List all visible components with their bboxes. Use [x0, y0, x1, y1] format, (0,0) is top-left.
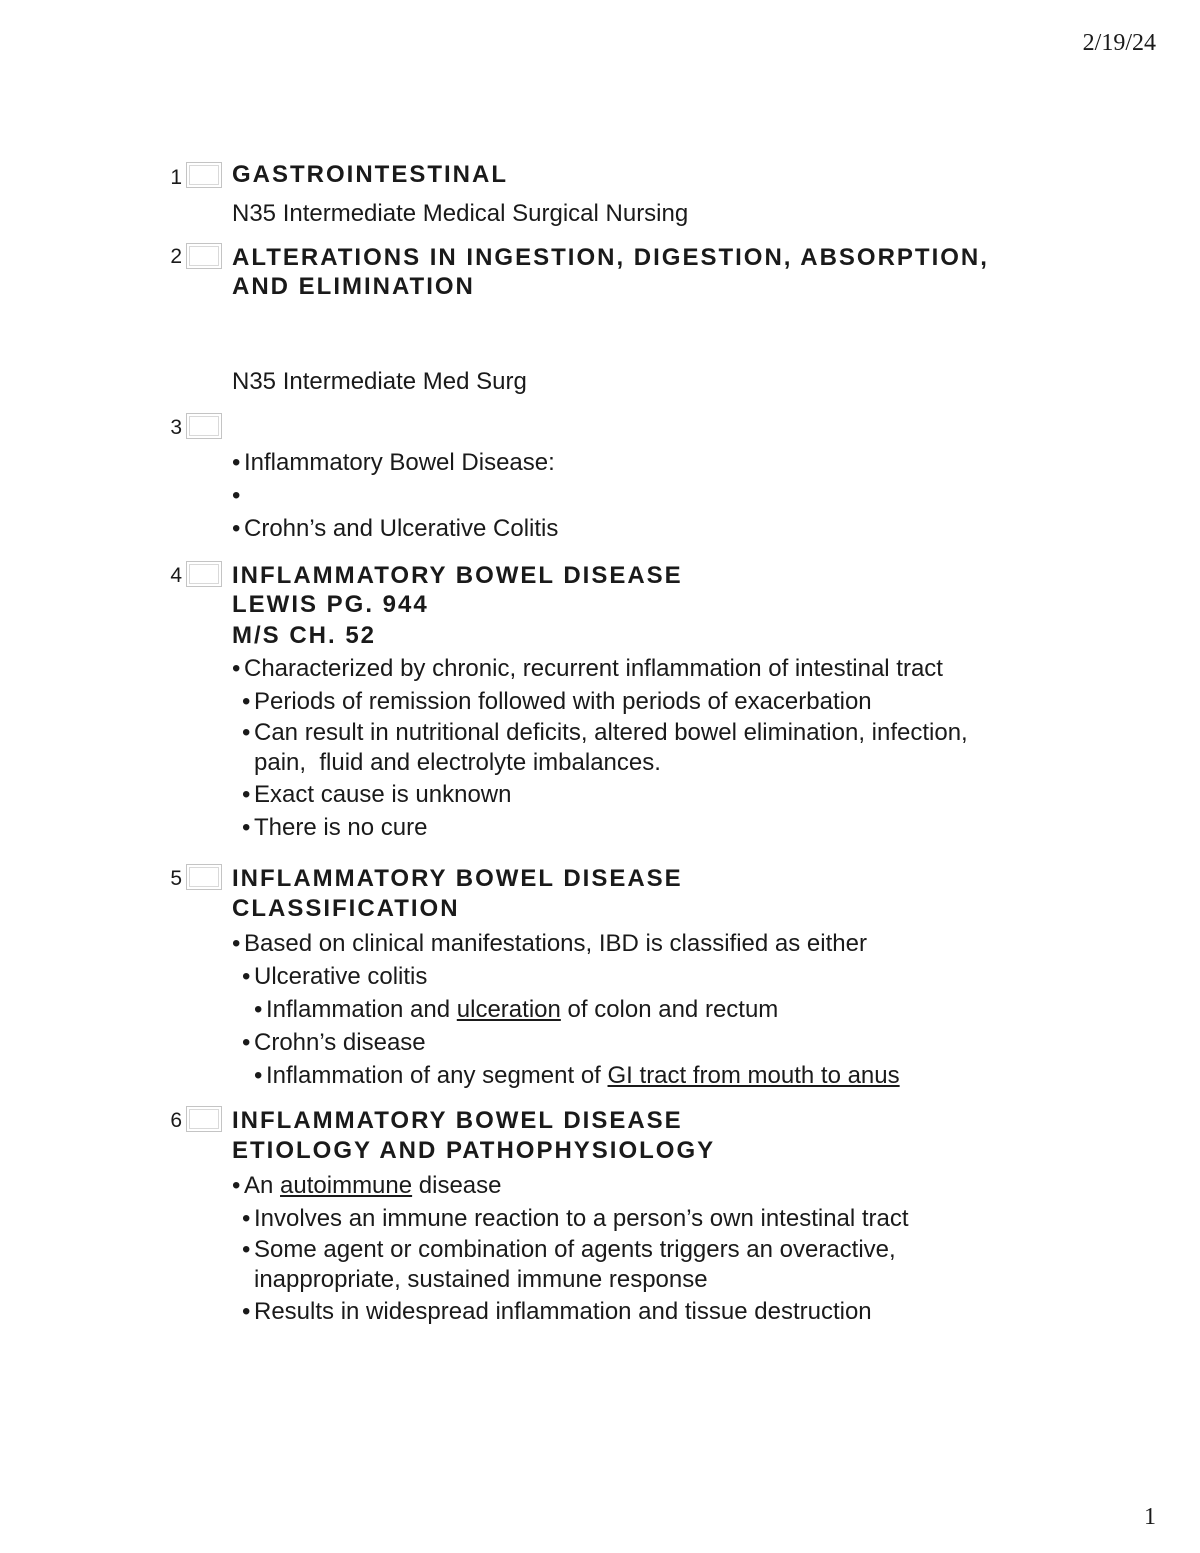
- bullet-item: • Inflammatory Bowel Disease:: [232, 449, 555, 476]
- bullet-item: • Crohn’s and Ulcerative Colitis: [232, 515, 559, 542]
- slide-title-line: LEWIS PG. 944: [232, 591, 429, 618]
- slide-title-line: INFLAMMATORY BOWEL DISEASE: [232, 1107, 683, 1134]
- bullet-item: •: [232, 482, 241, 509]
- slide-title-line: AND ELIMINATION: [232, 273, 475, 300]
- bullet-item: • An autoimmune disease: [232, 1172, 502, 1199]
- bullet-item-continuation: inappropriate, sustained immune response: [254, 1266, 708, 1293]
- bullet-item: • There is no cure: [242, 814, 428, 841]
- page-number: 1: [1144, 1504, 1156, 1530]
- slide-checkbox[interactable]: [186, 243, 222, 269]
- bullet-item: • Can result in nutritional deficits, altered bowel elimination, infection,: [242, 719, 968, 746]
- slide-number: 3: [170, 416, 182, 439]
- bullet-item: • Inflammation and ulceration of colon and rectum: [254, 996, 779, 1023]
- slide-title-line: INFLAMMATORY BOWEL DISEASE: [232, 562, 683, 589]
- bullet-item: • Characterized by chronic, recurrent inflammation of intestinal tract: [232, 655, 943, 682]
- slide-title-line: ALTERATIONS IN INGESTION, DIGESTION, ABSORPTION,: [232, 244, 989, 271]
- slide-checkbox[interactable]: [186, 561, 222, 587]
- bullet-item: • Involves an immune reaction to a person’s own intestinal tract: [242, 1205, 909, 1232]
- slide-title-line: M/S CH. 52: [232, 622, 377, 649]
- bullet-item: • Results in widespread inflammation and tissue destruction: [242, 1298, 872, 1325]
- slide-checkbox[interactable]: [186, 1106, 222, 1132]
- bullet-item: • Inflammation of any segment of GI tract from mouth to anus: [254, 1062, 900, 1089]
- slide-number: 1: [170, 166, 182, 189]
- bullet-item: • Some agent or combination of agents triggers an overactive,: [242, 1236, 896, 1263]
- slide-title-line: INFLAMMATORY BOWEL DISEASE: [232, 865, 683, 892]
- slide-number: 4: [170, 564, 182, 587]
- slide-title: GASTROINTESTINAL: [232, 161, 508, 188]
- slide-title-line: CLASSIFICATION: [232, 895, 460, 922]
- bullet-item: • Crohn’s disease: [242, 1029, 426, 1056]
- bullet-item-continuation: pain, fluid and electrolyte imbalances.: [254, 749, 661, 776]
- slide-subtitle: N35 Intermediate Med Surg: [232, 368, 527, 395]
- bullet-item: • Based on clinical manifestations, IBD is classified as either: [232, 930, 867, 957]
- slide-subtitle: N35 Intermediate Medical Surgical Nursing: [232, 200, 689, 227]
- bullet-item: • Periods of remission followed with periods of exacerbation: [242, 688, 872, 715]
- print-date: 2/19/24: [1082, 30, 1156, 56]
- bullet-item: • Exact cause is unknown: [242, 781, 512, 808]
- slide-number: 5: [170, 867, 182, 890]
- slide-number: 6: [170, 1109, 182, 1132]
- slide-checkbox[interactable]: [186, 864, 222, 890]
- slide-checkbox[interactable]: [186, 162, 222, 188]
- slide-number: 2: [170, 245, 182, 268]
- bullet-item: • Ulcerative colitis: [242, 963, 428, 990]
- slide-checkbox[interactable]: [186, 413, 222, 439]
- slide-title-line: ETIOLOGY AND PATHOPHYSIOLOGY: [232, 1137, 716, 1164]
